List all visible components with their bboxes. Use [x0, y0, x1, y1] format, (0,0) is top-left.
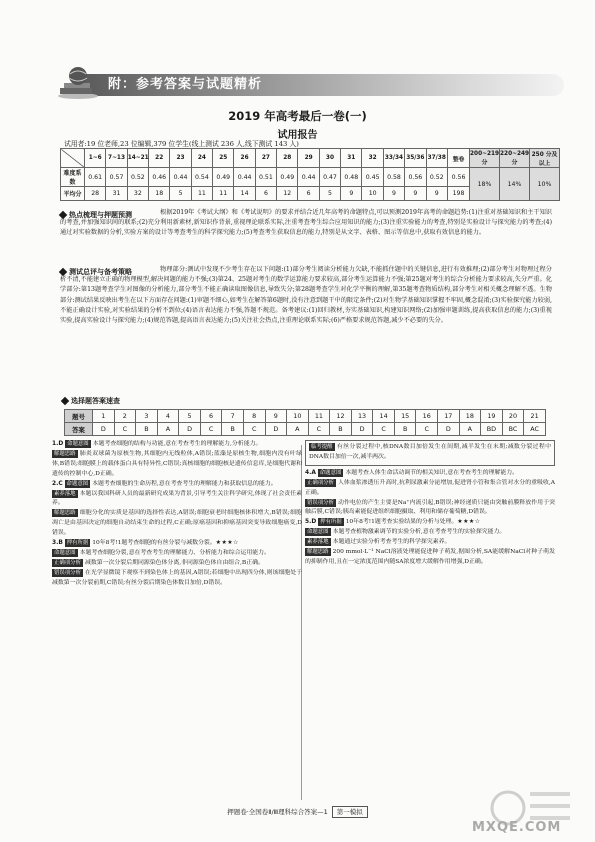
answer-value-cell: A: [287, 423, 309, 436]
q1-solution-text: 肺炎双球菌为原核生物,其细胞内无线粒体,A错误;蓝藻是原核生物,细胞内没有叶绿体,B错误;细胞膜上的载体蛋白具有特异性,C错误;真核细胞的细胞核是遗传信息库,是细胞代谢和遗传的控制中心,D正确。: [52, 450, 302, 477]
answer-value-cell: C: [416, 423, 438, 436]
q3-tag-wrong: 错误项分析: [54, 569, 81, 576]
answer-table: [64, 409, 546, 436]
q5-number: 5.D: [305, 519, 317, 526]
difficulty-cell: 0.49: [277, 168, 298, 187]
reminder-tag: 临考提醒: [311, 444, 333, 450]
answer-value-cell: A: [459, 423, 481, 436]
row-label-average: 平均分: [61, 187, 85, 201]
stats-header-cell: 30: [319, 149, 340, 168]
average-cell: 9: [383, 187, 404, 201]
q3-correct-text: 减数第一次分裂后期同源染色体分离,非同源染色体自由组合,B正确。: [84, 559, 264, 566]
average-cell: 9: [341, 187, 362, 201]
q4-tag-correct: 正确项分析: [307, 479, 334, 486]
stats-header-cell: 1~6: [85, 149, 106, 168]
average-cell: 11: [191, 187, 212, 201]
answer-value-cell: C: [308, 423, 330, 436]
q1-number: 1.D: [52, 441, 64, 447]
q5-tag-solution: 解题思路: [307, 549, 329, 556]
reminder-text: 有丝分裂过程中,核DNA数目加倍发生在间期,减半发生在末期;减数分裂过程中DNA数目加倍一次,减半两次。: [309, 444, 551, 460]
difficulty-cell: 0.44: [234, 168, 255, 187]
footer-page-label: 第一模拟: [332, 806, 368, 818]
banner-title: 附：参考答案与试题精析: [108, 77, 263, 92]
hot-topics-heading: 热点梳理与押题预测: [60, 210, 132, 220]
analysis-left-column: [52, 440, 302, 589]
stats-header-cell: 33/34: [383, 149, 404, 168]
q5-tag-literacy: 素养落地: [307, 539, 329, 546]
stats-header-cell: 35/36: [405, 149, 426, 168]
stats-header-cell: 31: [341, 149, 362, 168]
difficulty-cell: 0.52: [426, 168, 448, 187]
answer-value-cell: D: [265, 423, 287, 436]
q2-tag-solution: 解题思路: [54, 510, 76, 517]
header-banner: [56, 66, 564, 102]
q5-solution-text: 200 mmol·L⁻¹ NaCl溶液处理能促进种子萌发,据图分析,SA能缓解NaCl对种子萌发的抑制作用,且在一定浓度范围内随SA浓度增大缓解作用增强,D正确。: [305, 549, 555, 565]
stats-header-cell: 28: [277, 149, 298, 168]
globe-books-icon: [56, 66, 104, 100]
difficulty-cell: 14%: [500, 168, 530, 201]
stats-header-cell: 25: [213, 149, 234, 168]
answer-number-cell: 6: [200, 410, 222, 423]
exam-reminder-box: [305, 440, 555, 466]
analysis-right-column: [305, 440, 555, 568]
answer-number-cell: 18: [459, 410, 481, 423]
difficulty-cell: 0.56: [405, 168, 426, 187]
stats-header-cell: 22: [149, 149, 170, 168]
average-cell: 10: [362, 187, 383, 201]
difficulty-cell: 0.54: [191, 168, 212, 187]
average-cell: 198: [448, 187, 470, 201]
answer-heading: 选择题答案速查: [62, 396, 120, 406]
difficulty-cell: 0.56: [448, 168, 470, 187]
answer-value-cell: AC: [524, 423, 546, 436]
answer-number-cell: 7: [222, 410, 244, 423]
q2-tag-intent: 命题意图: [66, 480, 89, 487]
rating-stars-icon: ★★★☆: [457, 519, 481, 526]
q3-block: [52, 539, 302, 549]
q2-literacy-text: 本题以我国科研人员的最新研究成果为背景,引导考生关注科学研究,体现了社会责任素养。: [52, 490, 302, 507]
difficulty-row: [61, 168, 560, 187]
stats-header-cell: 24: [191, 149, 212, 168]
average-cell: 11: [213, 187, 234, 201]
paper-title: 2019 年高考最后一卷(一): [228, 109, 367, 123]
q4-correct-text: 人体血浆渗透压升高时,抗利尿激素分泌增加,促进肾小管和集合管对水分的重吸收,A正确。: [305, 479, 555, 496]
q2-block: [52, 480, 302, 490]
answer-value-cell: D: [438, 423, 460, 436]
q3-tag-intent: 命题意图: [54, 549, 76, 556]
answer-value-cell: D: [93, 423, 115, 436]
answer-number-cell: 13: [351, 410, 373, 423]
stats-header-cell: 29: [298, 149, 319, 168]
answer-value-cell: A: [157, 423, 179, 436]
q3-number: 3.B: [52, 540, 63, 547]
evaluation-text: 物理部分:测试中发现不少考生存在以下问题:(1)部分考生阅读分析能力欠缺,不能抓住题中的关键信息,进行有效推理;(2)部分考生对物理过程分析不清,不能建立正确的物理模型,解决问题的能力不强;(3)第24、25题对考生的数学运算能力要求较高,部分考生运算能力不强;第25题对考生的综合分析能力要求较高,失分严重。化学部分:第13题考查学生对图像的分析能力,部分考生不能正确读取图像信息,导致失分;第28题考查学生对化学平衡的理解,第35题考查物质结构,部分考生对相关概念理解不透。生物部分:测试结果反映出考生在以下方面存在问题:(1)审题不细心,如考生在解答第6题时,没有注意到题干中的限定条件;(2)对生物学基础知识掌握不牢固,概念混淆;(3)实验探究能力较弱,不能正确设计实验,对实验结果的分析不到位;(4)语言表达能力不强,答题不规范。备考建议:(1)回归教材,夯实基础知识,构建知识网络;(2)加强审题训练,提高获取信息的能力;(3)重视实验,提高实验设计与探究能力;(4)规范答题,提高语言表达能力;(5)关注社会热点,注重理论联系实际;(6)严格要求规范答题,减少不必要的失分。: [60, 266, 552, 325]
stats-header-cell: 200~219 分: [470, 150, 500, 166]
difficulty-cell: 0.47: [319, 168, 340, 187]
answer-value-row: [65, 423, 546, 436]
stats-header-cell: 250 分及以上: [530, 149, 560, 168]
answer-number-cell: 2: [114, 410, 136, 423]
answer-number-cell: 1: [93, 410, 115, 423]
average-cell: 12: [277, 187, 298, 201]
answer-number-label: 题号: [65, 410, 93, 423]
answer-value-cell: C: [114, 423, 136, 436]
stats-header-cell: 220~249 分: [500, 150, 530, 166]
answer-number-cell: 4: [157, 410, 179, 423]
answer-number-cell: 12: [330, 410, 352, 423]
rating-stars-icon: ★★★☆: [215, 540, 239, 547]
statistics-table: [60, 148, 560, 201]
q3-basis-text: 10年8考!1题考查细胞的有丝分裂与减数分裂。: [92, 540, 216, 547]
difficulty-cell: 0.51: [255, 168, 276, 187]
q5-basis-text: 10年8考!1题考查实验结果的分析与处理。: [345, 519, 458, 526]
q4-tag-wrong: 错误项分析: [307, 499, 334, 506]
stats-header-cell: 7~13: [106, 149, 127, 168]
stats-header-row: [61, 149, 560, 168]
answer-number-cell: 14: [373, 410, 395, 423]
corner-cell: [61, 149, 85, 168]
q4-tag-intent: 命题意图: [319, 469, 342, 476]
stats-header-cell: 整卷: [448, 149, 470, 168]
answer-value-cell: C: [200, 423, 222, 436]
stats-header-cell: 27: [255, 149, 276, 168]
answer-value-label: 答案: [65, 423, 93, 436]
row-label-difficulty: 难度系数: [61, 168, 85, 187]
average-cell: 5: [319, 187, 340, 201]
answer-value-cell: B: [330, 423, 352, 436]
answer-number-row: [65, 410, 546, 423]
difficulty-cell: 0.58: [383, 168, 404, 187]
stats-header-cell: 32: [362, 149, 383, 168]
stats-header-cell: 37/38: [426, 149, 448, 168]
q1-block: [52, 440, 302, 450]
average-cell: 6: [298, 187, 319, 201]
q5-literacy-text: 本题通过实验分析考查考生的科学探究素养。: [332, 539, 451, 546]
evaluation-heading: 测试总评与备考策略: [60, 267, 132, 277]
difficulty-cell: 0.61: [85, 168, 106, 187]
q2-tag-literacy: 素养落地: [54, 490, 76, 497]
report-title: 试用报告: [277, 130, 318, 141]
average-cell: 28: [85, 187, 106, 201]
q1-tag-solution: 解题思路: [54, 450, 76, 457]
answer-number-cell: 20: [502, 410, 524, 423]
answer-number-cell: 17: [438, 410, 460, 423]
answer-number-cell: 9: [265, 410, 287, 423]
q5-intent-text: 本题考查植物激素调节的实验分析,意在考查考生的实验探究能力。: [332, 529, 506, 536]
answer-value-cell: D: [351, 423, 373, 436]
average-cell: 9: [426, 187, 448, 201]
q5-block: [305, 518, 555, 528]
average-cell: 9: [405, 187, 426, 201]
difficulty-cell: 0.45: [362, 168, 383, 187]
average-cell: 5: [170, 187, 191, 201]
answer-value-cell: B: [222, 423, 244, 436]
q2-intent-text: 本题考查细胞的生命历程,意在考查考生的理解能力和获取信息的能力。: [92, 480, 277, 487]
answer-number-cell: 21: [524, 410, 546, 423]
answer-value-cell: C: [243, 423, 265, 436]
q2-number: 2.C: [52, 480, 63, 487]
average-cell: 6: [255, 187, 276, 201]
answer-number-cell: 8: [243, 410, 265, 423]
q3-wrong-text: 在光学显微镜下观察不到染色体上的基因,A错误;若细胞中出现四分体,则该细胞处于减数第一次分裂前期,C错误;有丝分裂后期染色体数目加倍,D错误。: [52, 569, 302, 586]
q3-tag-basis: 押有所据: [66, 540, 89, 547]
difficulty-cell: 10%: [530, 168, 560, 201]
q1-tag-intent: 命题意图: [67, 441, 89, 447]
hot-topics-text: 根据2019年《考试大纲》和《考试说明》的要求并结合近几年高考的命题特点,可以预测2019年高考的命题趋势:(1)注重对基础知识和主干知识的考查,并加强知识间的联系;(2)充分利用新素材,新知识作背景,重视理论联系实际,注重考查考生综合应用知识的能力;(3)注重实验能力的考查,特别是实验设计与探究能力的考查;(4)通过对实验数据的分析,实验方案的设计等考查考生的科学探究能力;(5)考查考生获取信息的能力,特别是从文字、表格、图示等信息中,获取有效信息的能力。: [60, 209, 552, 237]
answer-value-cell: D: [179, 423, 201, 436]
answer-number-cell: 3: [136, 410, 158, 423]
q3-intent-text: 本题考查细胞分裂,意在考查考生的理解能力、分析能力和综合运用能力。: [79, 549, 270, 556]
q4-number: 4.A: [305, 469, 316, 476]
q2-solution-text: 细胞分化的实质是基因的选择性表达,A错误;细胞衰老时细胞核体积增大,B错误;细胞凋亡是由基因决定的细胞自动结束生命的过程,C正确;原癌基因和抑癌基因突变导致细胞癌变,D错误。: [52, 510, 302, 537]
q5-tag-intent: 命题意图: [307, 529, 329, 536]
diamond-bullet-icon: [61, 397, 69, 405]
watermark-text: MXQE.COM: [472, 820, 562, 835]
stats-header-cell: 14~21: [127, 149, 148, 168]
footer-text: 押题卷·全国卷Ⅱ/Ⅲ理科综合答案—1: [227, 808, 328, 816]
average-cell: 18: [149, 187, 170, 201]
answer-number-cell: 16: [416, 410, 438, 423]
q4-wrong-text: 动作电位的产生主要是Na⁺内流引起,B错误;神经递质只能由突触前膜释放作用于突触后膜,C错误;胰岛素能促进组织细胞摄取、利用和储存葡萄糖,D错误。: [305, 499, 555, 516]
answer-value-cell: C: [373, 423, 395, 436]
difficulty-cell: 0.44: [298, 168, 319, 187]
answer-number-cell: 15: [394, 410, 416, 423]
answer-value-cell: BD: [481, 423, 503, 436]
q4-intent-text: 本题考查人体生命活动调节的相关知识,意在考查考生的理解能力。: [345, 469, 519, 476]
difficulty-cell: 0.49: [213, 168, 234, 187]
answer-number-cell: 19: [481, 410, 503, 423]
q5-tag-basis: 押有所据: [320, 519, 342, 526]
difficulty-cell: 0.57: [106, 168, 127, 187]
difficulty-cell: 0.44: [170, 168, 191, 187]
answer-number-cell: 5: [179, 410, 201, 423]
q3-tag-correct: 正确项分析: [54, 559, 81, 566]
difficulty-cell: 18%: [470, 168, 500, 201]
answer-number-cell: 10: [287, 410, 309, 423]
difficulty-cell: 0.52: [127, 168, 148, 187]
difficulty-cell: 0.48: [341, 168, 362, 187]
answer-number-cell: 11: [308, 410, 330, 423]
q1-intent-text: 本题考查细胞的结构与功能,意在考查考生的理解能力,分析能力。: [92, 441, 262, 447]
answer-value-cell: B: [136, 423, 158, 436]
trial-users: 试用者:19 位老师,23 位编辑,379 位学生(线上测试 236 人,线下测试 143 人): [64, 140, 299, 148]
answer-value-cell: BC: [502, 423, 524, 436]
q4-block: [305, 469, 555, 479]
stats-header-cell: 23: [170, 149, 191, 168]
stats-header-cell: 26: [234, 149, 255, 168]
answer-value-cell: B: [394, 423, 416, 436]
average-cell: 31: [106, 187, 127, 201]
average-cell: 32: [127, 187, 148, 201]
difficulty-cell: 0.46: [149, 168, 170, 187]
average-cell: 14: [234, 187, 255, 201]
